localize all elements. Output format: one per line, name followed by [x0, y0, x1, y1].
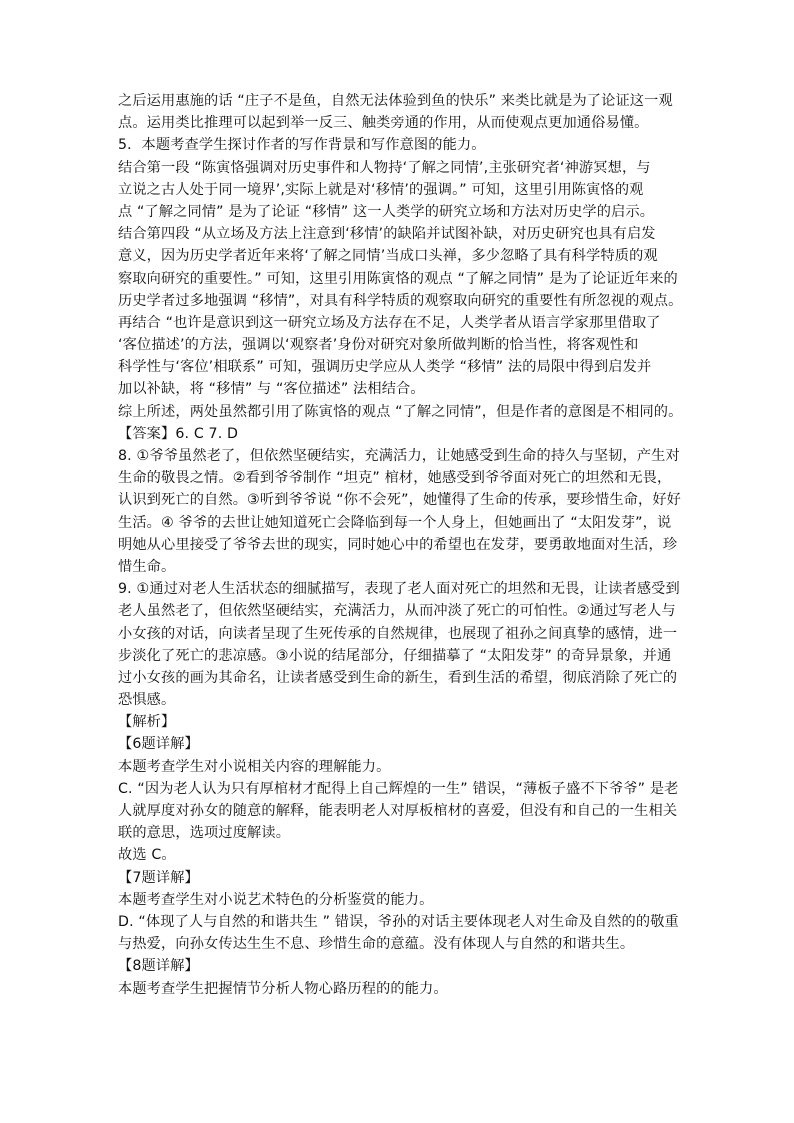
text-line: C. “因为老人认为只有厚棺材才配得上自己辉煌的一生” 错误，“薄板子盛不下爷爷” 是老 [118, 780, 679, 797]
text-line: 再结合 “也许是意识到这一研究立场及方法存在不足，人类学者从语言学家那里借取了 [118, 314, 661, 331]
text-line: 察取向研究的重要性。” 可知，这里引用陈寅恪的观点 “了解之同情” 是为了论证近年来的 [118, 270, 678, 287]
text-line: 惜生命。 [118, 558, 176, 575]
text-line: 步淡化了死亡的悲凉感。③小说的结尾部分，仔细描摹了 “太阳发芽” 的奇异景象，并通 [118, 647, 672, 664]
text-line: 意义，因为历史学者近年来将‘了解之同情’当成口头禅，多少忽略了具有科学特质的观 [118, 248, 658, 265]
text-line: 立说之古人处于同一境界’,实际上就是对‘移情’的强调。” 可知，这里引用陈寅恪的观 [118, 181, 644, 198]
text-line: 5．本题考查学生探讨作者的写作背景和写作意图的能力。 [118, 137, 486, 154]
text-line: 结合第四段 “从立场及方法上注意到‘移情’的缺陷并试图补缺，对历史研究也具有启发 [118, 226, 656, 243]
text-line: 科学性与‘客位’相联系” 可知，强调历史学应从人类学 “移情” 法的局限中得到启发并 [118, 359, 652, 376]
text-line: 生命的敬畏之情。②看到爷爷制作 “坦克” 棺材，她感受到爷爷面对死亡的坦然和无畏， [118, 470, 672, 487]
text-line: 明她从心里接受了爷爷去世的现实，同时她心中的希望也在发芽，要勇敢地面对生活，珍 [118, 536, 678, 553]
text-line: 小女孩的对话，向读者呈现了生死传承的自然规律，也展现了祖孙之间真挚的感情，进一 [118, 625, 678, 642]
text-line: 本题考查学生把握情节分析人物心路历程的的能力。 [118, 980, 448, 997]
text-line: 过小女孩的画为其命名，让读者感受到生命的新生，看到生活的希望，彻底消除了死亡的 [118, 669, 678, 686]
text-line: 与热爱，向孙女传达生生不息、珍惜生命的意蕴。没有体现人与自然的和谐共生。 [118, 936, 635, 953]
text-line: 人就厚度对孙女的随意的解释，能表明老人对厚板棺材的喜爱，但没有和自己的一生相关 [118, 803, 678, 819]
text-line: 生活。④ 爷爷的去世让她知道死亡会降临到每一个人身上，但她画出了 “太阳发芽”，说 [118, 514, 672, 531]
text-line: 9. ①通过对老人生活状态的细腻描写，表现了老人面对死亡的坦然和无畏，让读者感受到 [118, 581, 680, 598]
text-line: 8. ①爷爷虽然老了，但依然坚硬结实，充满活力，让她感受到生命的持久与坚韧，产生对 [118, 448, 680, 464]
text-line: 点 “了解之同情” 是为了论证 “移情” 这一人类学的研究立场和方法对历史学的启示。 [118, 203, 655, 220]
text-line: 本题考查学生对小说艺术特色的分析鉴赏的能力。 [118, 891, 434, 908]
text-line: 综上所述，两处虽然都引用了陈寅恪的观点 “了解之同情”，但是作者的意图是不相同的。 [118, 403, 683, 420]
analysis-heading: 【解析】 [118, 714, 176, 731]
text-line: 点。运用类比推理可以起到举一反三、触类旁通的作用，从而使观点更加通俗易懂。 [118, 115, 649, 132]
text-line: 加以补缺，将 “移情” 与 “客位描述” 法相结合。 [118, 381, 425, 398]
text-line: 本题考查学生对小说相关内容的理解能力。 [118, 758, 391, 775]
section-heading-q8: 【8题详解】 [118, 958, 199, 975]
text-line: 认识到死亡的自然。③听到爷爷说 “你不会死”，她懂得了生命的传承，要珍惜生命，好好 [118, 492, 682, 509]
text-line: 联的意思，选项过度解读。 [118, 825, 291, 842]
text-line: ‘客位描述’的方法，强调以‘观察者’身份对研究对象所做判断的恰当性，将客观性和 [118, 337, 639, 354]
section-heading-q6: 【6题详解】 [118, 736, 199, 753]
text-line: 之后运用惠施的话 “庄子不是鱼，自然无法体验到鱼的快乐” 来类比就是为了论证这一观 [118, 93, 673, 109]
text-line: 老人虽然老了，但依然坚硬结实，充满活力，从而冲淡了死亡的可怕性。②通过写老人与 [118, 603, 676, 620]
text-line: 恐惧感。 [118, 692, 176, 709]
text-line: D. “体现了人与自然的和谐共生 ” 错误，爷孙的对话主要体现老人对生命及自然的的敬重 [118, 913, 679, 930]
answer-heading: 【答案】6. C 7. D [118, 425, 239, 442]
text-line: 故选 C。 [118, 847, 176, 864]
section-heading-q7: 【7题详解】 [118, 869, 199, 886]
text-line: 结合第一段 “陈寅恪强调对历史事件和人物持‘了解之同情’,主张研究者‘神游冥想，与 [118, 159, 651, 176]
text-line: 历史学者过多地强调 “移情”，对具有科学特质的观察取向研究的重要性有所忽视的观点。 [118, 292, 683, 309]
